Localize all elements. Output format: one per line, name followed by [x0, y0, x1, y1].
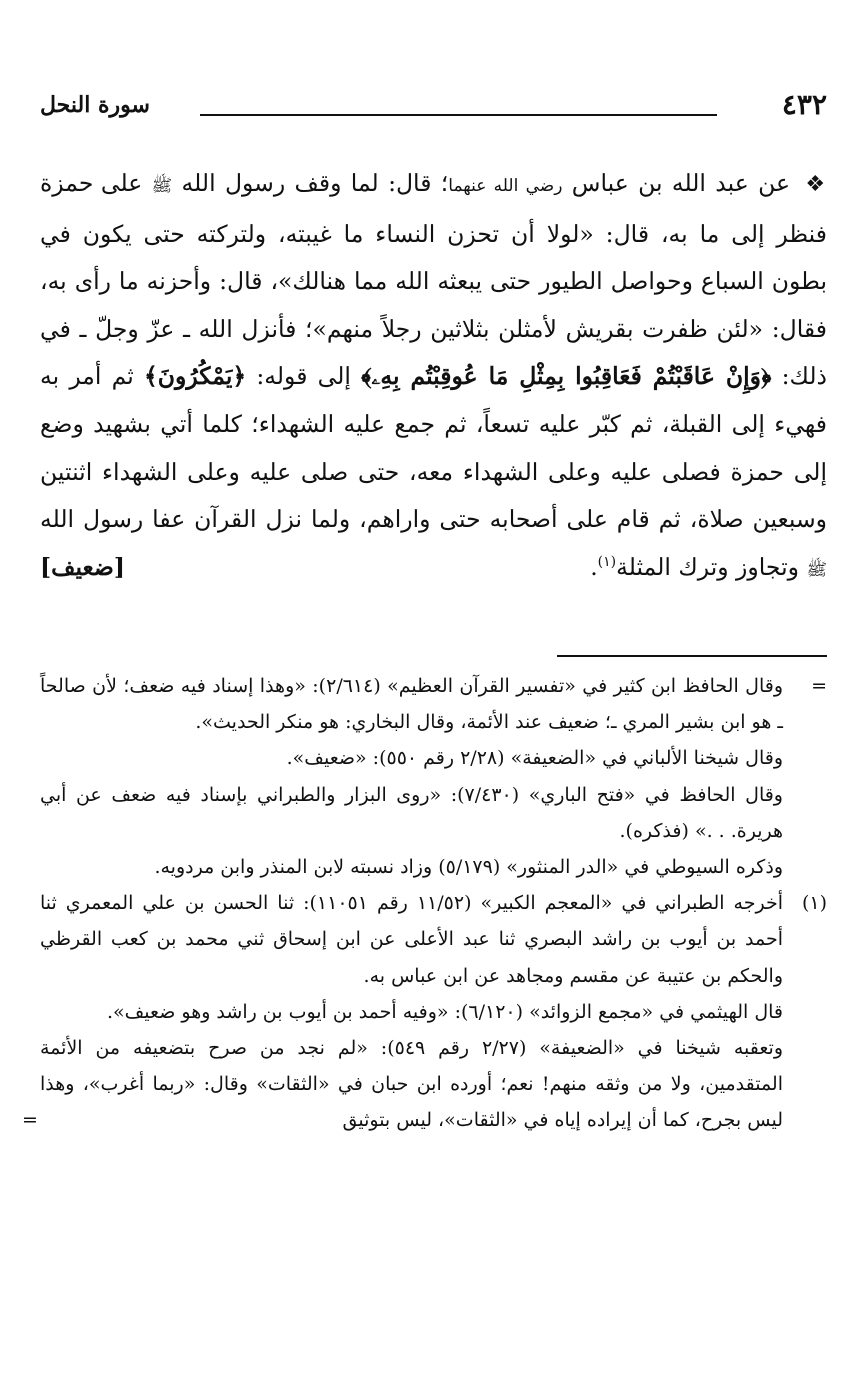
footnote-paragraph: وقال الحافظ في «فتح الباري» (٧/٤٣٠): «روى البزار والطبراني بإسناد فيه ضعف عن أبي هريرة. . .» (فذكره). [40, 783, 783, 842]
footnote-paragraph: قال الهيثمي في «مجمع الزوائد» (٦/١٢٠): «وفيه أحمد بن أيوب بن راشد وهو ضعيف». [106, 1000, 783, 1023]
honorific: رضي الله عنهما [448, 176, 563, 196]
page-number: ٤٣٢ [781, 88, 827, 121]
honorific: ﷺ [151, 176, 173, 196]
footnote-paragraph: وذكره السيوطي في «الدر المنثور» (٥/١٧٩) وزاد نسبته لابن المنذر وابن مردويه. [154, 856, 783, 879]
text-segment: ؛ قال: لما وقف رسول الله [181, 169, 449, 197]
honorific: ﷺ [806, 559, 827, 580]
footnote-paragraph [22, 1030, 783, 1139]
main-text [40, 160, 827, 594]
footnotes [22, 668, 827, 1139]
text-segment: إلى قوله: [256, 362, 351, 391]
footnote-paragraph: وقال شيخنا الألباني في «الضعيفة» (٢/٢٨ رقم ٥٥٠): «ضعيف». [286, 747, 783, 770]
header-rule [200, 114, 717, 116]
text-segment: عن عبد الله بن عباس [571, 169, 791, 197]
hadith-paragraph [40, 160, 827, 594]
footnote-text: وتعقبه شيخنا في «الضعيفة» (٢/٢٧ رقم ٥٤٩): «لم نجد من صرح بتضعيفه من الأئمة المتقدمين، ولا من وثقه منهم! نعم؛ أورده ابن حبان في «الثقات» وقال: «ربما أغرب»، وهذا ليس بجرح، كما أن إيراده إياه في «الثقات»، ليس بتوثيق [40, 1037, 783, 1132]
text-segment: وتجاوز وترك المثلة [616, 552, 799, 581]
footnote-continuation [40, 668, 827, 885]
footnote-paragraph: وقال الحافظ ابن كثير في «تفسير القرآن العظيم» (٢/٦١٤): «وهذا إسناد فيه ضعف؛ لأن صالحاً ـ هو ابن بشير المري ـ؛ ضعيف عند الأئمة، وقال البخاري: هو منكر الحديث». [40, 675, 783, 734]
bullet-icon: ❖ [805, 172, 827, 197]
text-segment: على حمزة فنظر إلى ما به، قال: «لولا أن تحزن النساء ما غيبته، ولتركته حتى يكون في بطون السباع وحواصل الطيور حتى يبعثه الله مما هنالك»، قال: وأحزنه ما رأى به، فقال: «لئن ظفرت بقريش لأمثلن بثلاثين رجلاً منهم»؛ فأنزل الله ـ عزّ وجلّ ـ في ذلك: [40, 169, 827, 391]
page-header [40, 88, 827, 128]
footnote-number: (١) [801, 892, 827, 915]
continuation-end-marker: = [22, 1109, 38, 1132]
quran-verse: ﴿وَإِنْ عَاقَبْتُمْ فَعَاقِبُوا بِمِثْلِ مَا عُوقِبْتُم بِهِۦ﴾ [361, 362, 772, 391]
text-segment: ثم أمر به فهيء إلى القبلة، ثم كبّر عليه تسعاً، ثم جمع عليه الشهداء؛ كلما أتي بشهيد وضع إلى حمزة فصلى عليه وعلى الشهداء معه، حتى صلى عليه وعلى الشهداء اثنتين وسبعين صلاة، ثم قام على أصحابه حتى واراهم، ولما نزل القرآن عفا رسول الله [40, 362, 827, 534]
text-segment: . [590, 552, 598, 581]
footnote-separator [557, 655, 827, 657]
footnote-paragraph: أخرجه الطبراني في «المعجم الكبير» (١١/٥٢ رقم ١١٠٥١): ثنا الحسن بن علي المعمري ثنا أحمد بن أيوب بن راشد البصري ثنا عبد الأعلى عن ابن إسحاق ثني محمد بن كعب القرظي والحكم بن عتيبة عن مقسم ومجاهد عن ابن عباس به. [40, 892, 783, 987]
footnote-1 [22, 885, 827, 1138]
continuation-marker: = [811, 675, 827, 697]
sura-title: سورة النحل [40, 92, 150, 118]
quran-verse: ﴿يَمْكُرُونَ﴾ [143, 362, 247, 391]
grade-label: [ضعيف] [40, 552, 125, 581]
footnote-reference[interactable]: (١) [597, 553, 617, 570]
